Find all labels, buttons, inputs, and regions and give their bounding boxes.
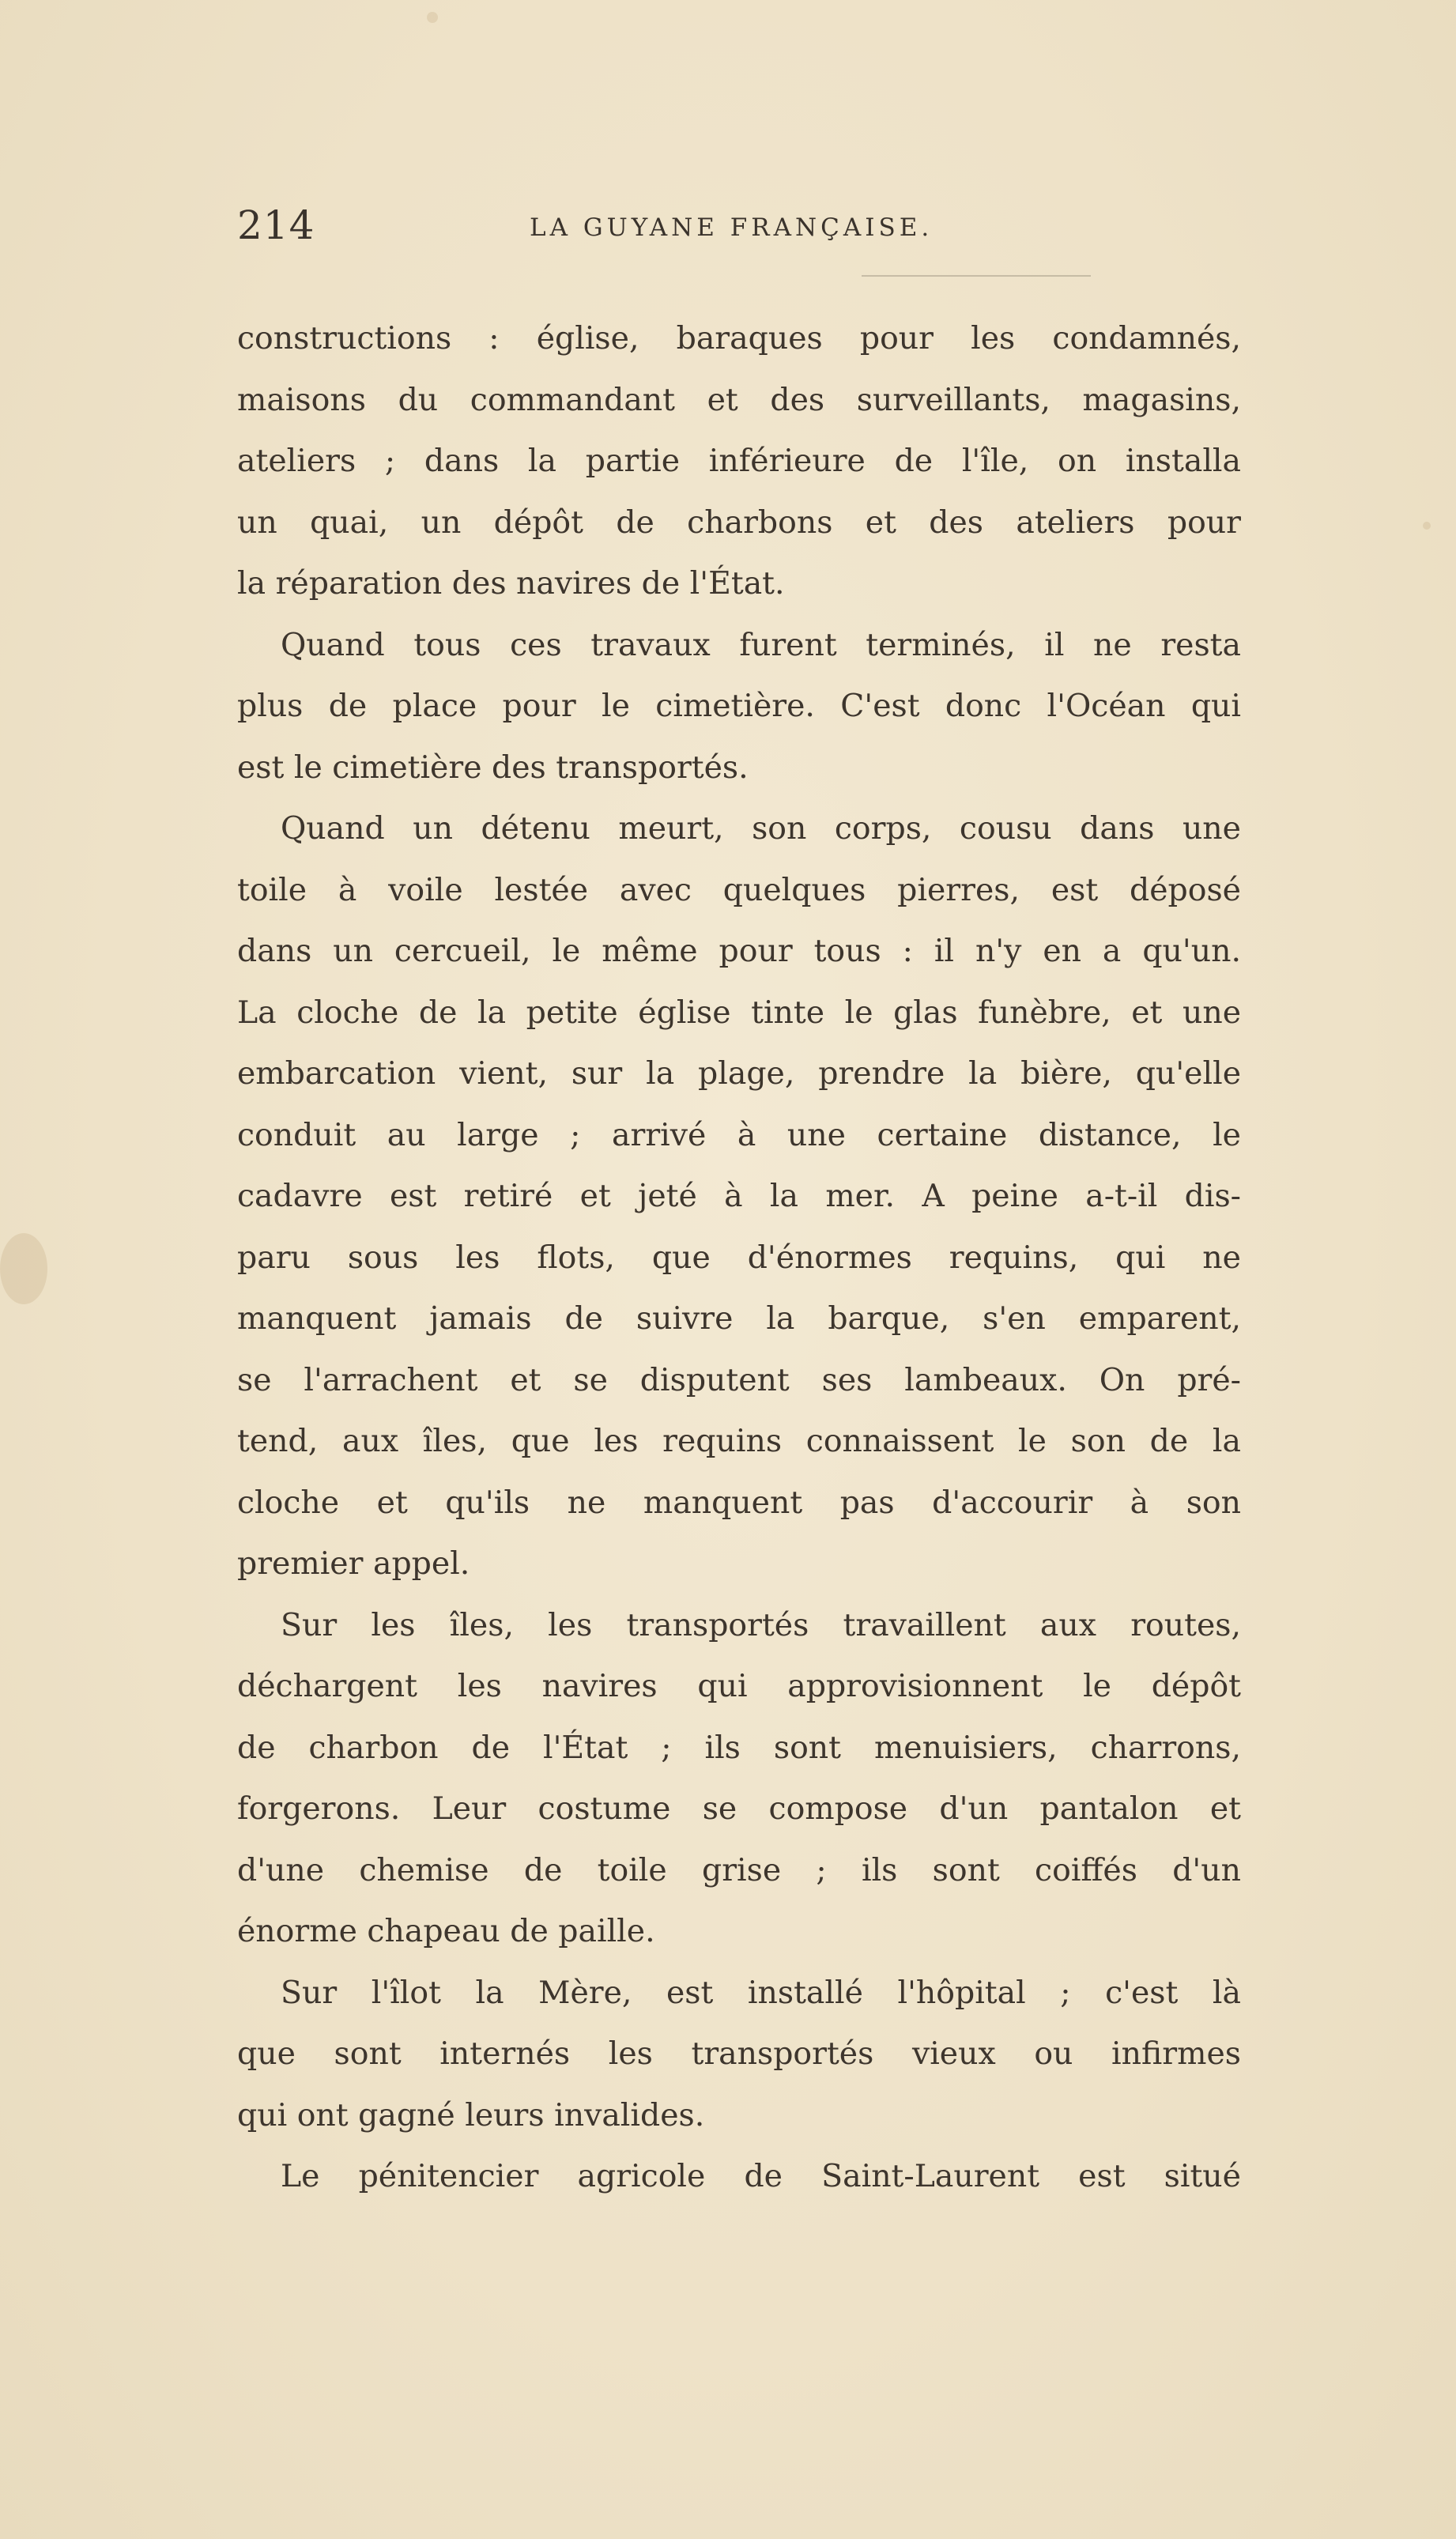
- text-line: Sur l'îlot la Mère, est installé l'hôpital ; c'est là: [281, 1974, 1241, 2011]
- text-line: énorme chapeau de paille.: [237, 1913, 655, 1949]
- text-line: La cloche de la petite église tinte le glas funèbre, et une: [237, 994, 1241, 1031]
- text-line: Quand un détenu meurt, son corps, cousu dans une: [281, 810, 1241, 847]
- text-line: plus de place pour le cimetière. C'est donc l'Océan qui: [237, 688, 1241, 724]
- paper-stain: [0, 1233, 47, 1304]
- text-line: conduit au large ; arrivé à une certaine distance, le: [237, 1116, 1241, 1153]
- text-line: maisons du commandant et des surveillants, magasins,: [237, 381, 1241, 418]
- text-line: toile à voile lestée avec quelques pierres, est déposé: [237, 871, 1241, 908]
- text-line: forgerons. Leur costume se compose d'un pantalon et: [237, 1790, 1241, 1827]
- text-line: de charbon de l'État ; ils sont menuisiers, charrons,: [237, 1729, 1241, 1766]
- running-title: LA GUYANE FRANÇAISE.: [530, 213, 934, 242]
- text-line: que sont internés les transportés vieux ou infirmes: [237, 2035, 1241, 2072]
- text-line: paru sous les flots, que d'énormes requins, qui ne: [237, 1239, 1241, 1276]
- text-line: déchargent les navires qui approvisionnent le dépôt: [237, 1668, 1241, 1704]
- running-header: [237, 194, 1265, 257]
- text-line: tend, aux îles, que les requins connaissent le son de la: [237, 1423, 1241, 1459]
- text-line: cadavre est retiré et jeté à la mer. A peine a-t-il dis-: [237, 1178, 1241, 1214]
- text-line: Le pénitencier agricole de Saint-Laurent est situé: [281, 2158, 1241, 2194]
- text-line: Sur les îles, les transportés travaillent aux routes,: [281, 1606, 1241, 1643]
- text-line: manquent jamais de suivre la barque, s'en emparent,: [237, 1300, 1241, 1337]
- paper-stain: [1423, 522, 1431, 530]
- body-text: [237, 308, 1241, 2208]
- page-number: 214: [237, 202, 315, 248]
- text-line: qui ont gagné leurs invalides.: [237, 2096, 705, 2133]
- text-line: un quai, un dépôt de charbons et des ateliers pour: [237, 504, 1241, 541]
- header-rule: [862, 275, 1091, 277]
- paper-stain: [427, 12, 438, 23]
- text-line: est le cimetière des transportés.: [237, 749, 749, 786]
- text-line: la réparation des navires de l'État.: [237, 565, 785, 602]
- text-line: cloche et qu'ils ne manquent pas d'accourir à son: [237, 1484, 1241, 1521]
- text-line: dans un cercueil, le même pour tous : il n'y en a qu'un.: [237, 933, 1241, 969]
- text-line: premier appel.: [237, 1545, 470, 1582]
- text-line: embarcation vient, sur la plage, prendre la bière, qu'elle: [237, 1055, 1241, 1092]
- text-line: se l'arrachent et se disputent ses lambeaux. On pré-: [237, 1361, 1241, 1398]
- text-line: d'une chemise de toile grise ; ils sont coiffés d'un: [237, 1851, 1241, 1888]
- text-line: Quand tous ces travaux furent terminés, il ne resta: [281, 626, 1241, 663]
- text-line: ateliers ; dans la partie inférieure de l'île, on installa: [237, 443, 1241, 479]
- text-line: constructions : église, baraques pour les condamnés,: [237, 320, 1241, 357]
